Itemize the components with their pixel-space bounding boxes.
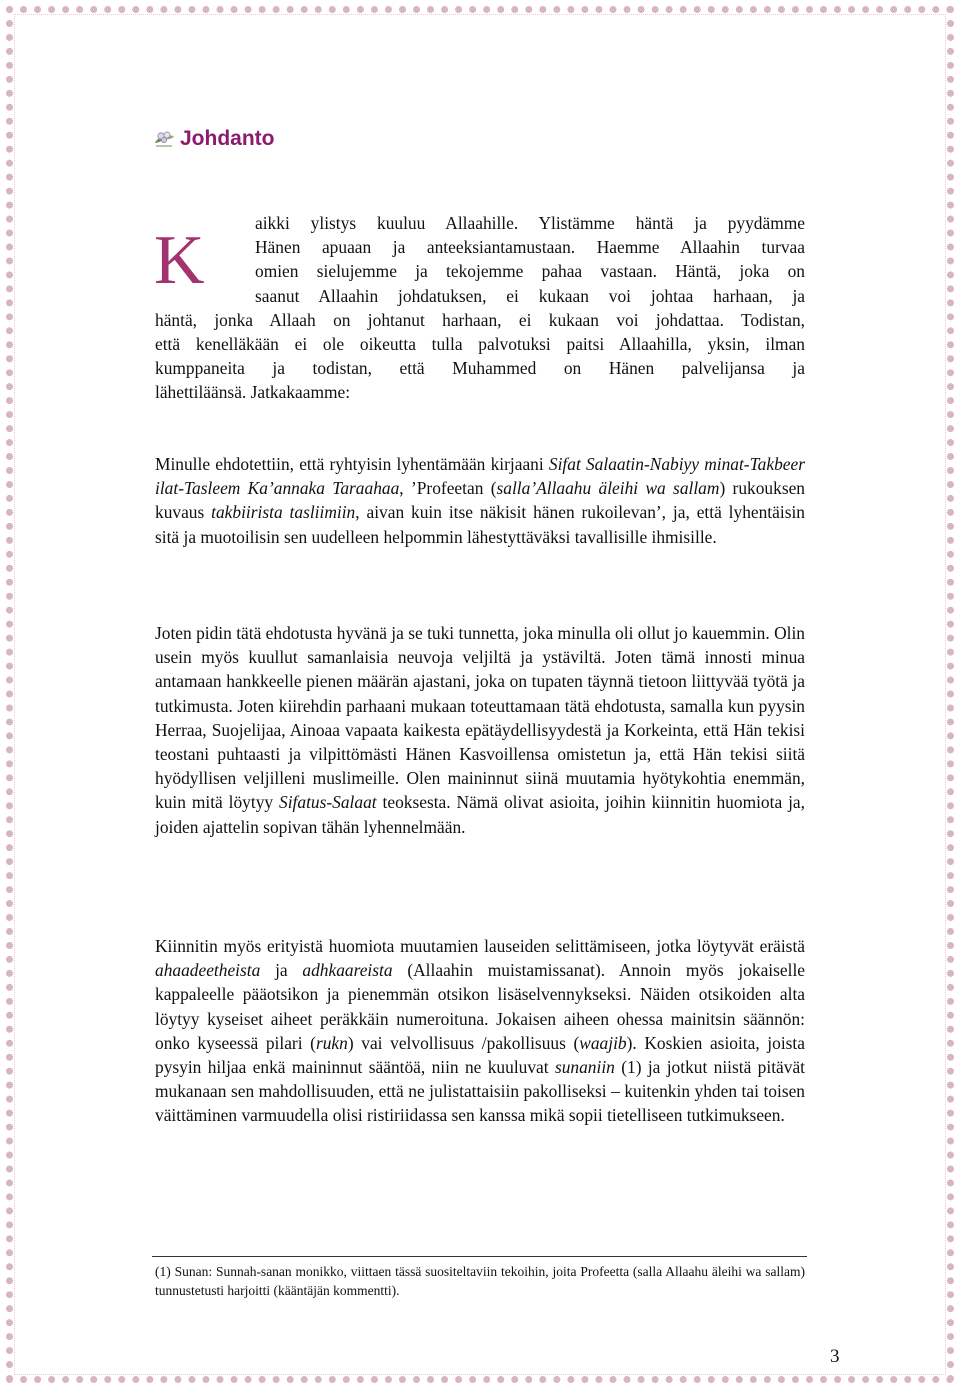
text-run: teoksesta. Nämä olivat asioita, joihin kiinnitin huomiota ja, joiden ajattelin sopivan tähän lyhennelmään.: [155, 792, 805, 837]
italic-term: ahaadeetheista: [155, 960, 261, 981]
text-run: ) rukouksen kuvaus: [155, 478, 805, 523]
text-run: ja: [260, 960, 303, 981]
page-number: 3: [830, 1346, 840, 1367]
text-line: Hänen apuaan ja anteeksiantamustaan. Haemme Allaahin turvaa: [255, 237, 805, 258]
text-run: Kiinnitin myös erityistä huomiota muutamien lauseiden selittämiseen, jotka löytyvät eräistä: [155, 936, 805, 956]
section-heading: [152, 127, 275, 151]
footnote: (1) Sunan: Sunnah-sanan monikko, viittaen tässä suositeltaviin tekoihin, joita Profeetta (salla Allaahu äleihi wa sallam) tunnustetusti harjoitti (kääntäjän kommentti).: [155, 1264, 805, 1298]
text-run: , ’Profeetan (: [399, 478, 497, 499]
text-run: (1) ja jotkut niistä pitävät mukanaan sen mahdollisuuden, että ne julistattaisiin pakolliseksi – kuitenkin yhden tai toisen väittäminen varmuudella olisi ristiriidassa sen kanssa mikä sopii tietelliseen tutkimukseen.: [155, 1057, 805, 1126]
italic-term: waajib: [579, 1032, 627, 1053]
text-line: saanut Allaahin johdatuksen, ei kukaan voi johtaa harhaan, ja: [255, 285, 805, 306]
text-run: (Allaahin muistamissanat). Annoin myös jokaiselle kappaleelle pääotsikon ja pienemmän otsikon lisäselvennykseksi. Näiden otsikoiden alta löytyy kyseiset aiheet peräkkäin numeroituna. Jokaisen aiheen ohessa mainitsin säännön: onko kyseessä pilari (: [155, 960, 805, 1053]
text-line: aikki ylistys kuuluu Allaahille. Ylistämme häntä ja pyydämme: [255, 213, 805, 233]
footnote-divider: [152, 1256, 807, 1257]
paragraph-motivation: [155, 621, 805, 839]
text-line: että kenelläkään ei ole oikeutta tulla palvotuksi paitsi Allaahilla, yksin, ilman: [155, 334, 805, 355]
text-line: omien sielujemme ja tekojemme pahaa vastaan. Häntä, joka on: [255, 261, 805, 282]
italic-term: sunaniin: [554, 1057, 615, 1078]
text-line: kumppaneita ja todistan, että Muhammed on Hänen palvelijansa ja: [155, 358, 805, 379]
text-line: lähettiläänsä. Jatkakaamme:: [155, 382, 351, 403]
text-run: , aivan kuin itse näkisit hänen rukoilevan’, ja, että lyhentäisin sitä ja muotoilisin sen uudelleen helpommin lähestyttäväksi tavallisille ihmisille.: [155, 502, 805, 547]
book-title: Sifatus-Salaat: [279, 792, 377, 813]
italic-term: adhkaareista: [302, 960, 393, 981]
italic-phrase: takbiirista tasliimiin: [211, 502, 356, 523]
text-line: häntä, jonka Allaah on johtanut harhaan, ei kukaan voi johdattaa. Todistan,: [155, 309, 805, 330]
paragraph-request: [155, 452, 805, 549]
italic-phrase: salla’Allaahu äleihi wa sallam: [496, 478, 720, 499]
text-run: Minulle ehdotettiin, että ryhtyisin lyhentämään kirjaani: [155, 454, 549, 474]
text-run: ). Koskien asioita, joista pysyin hiljaa enkä maininnut sääntöä, niin ne kuuluvat: [155, 1032, 805, 1078]
intro-paragraph: [155, 211, 805, 405]
text-run: ) vai velvollisuus /pakollisuus (: [347, 1032, 580, 1053]
paragraph-method: [155, 934, 805, 1128]
italic-term: rukn: [315, 1032, 348, 1053]
page-title: Johdanto: [180, 127, 275, 150]
book-title: Sifat Salaatin-Nabiyy minat-Takbeer ilat-Tasleem Ka’annaka Taraahaa: [155, 454, 805, 499]
flower-icon: [152, 129, 176, 149]
drop-cap: K: [154, 222, 205, 299]
text-run: Joten pidin tätä ehdotusta hyvänä ja se tuki tunnetta, joka minulla oli ollut jo kauemmin. Olin usein myös kuullut samanlaisia neuvoja veljiltä ja ystäviltä. Joten tämä innosti minua antamaan hankkeelle pienen määrän ajastani, joka on tupaten täynnä tietoon liittyvää työtä ja tutkimusta. Joten kiirehdin parhaani mukaan toteuttamaan tätä ehdotusta, samalla kun pyysin Herraa, Suojelijaa, Ainoaa vapaata kaikesta epätäydellisyydestä ja Korkeinta, että Hän tekisi teostani puhtaasti ja vilpittömästi Hänen Kasvoillensa omistetun ja, että Hän tekisi siitä hyödyllisen veljilleni muslimeille. Olen maininnut siinä muutamia hyötykohtia enemmän, kuin mitä löytyy: [155, 623, 805, 813]
